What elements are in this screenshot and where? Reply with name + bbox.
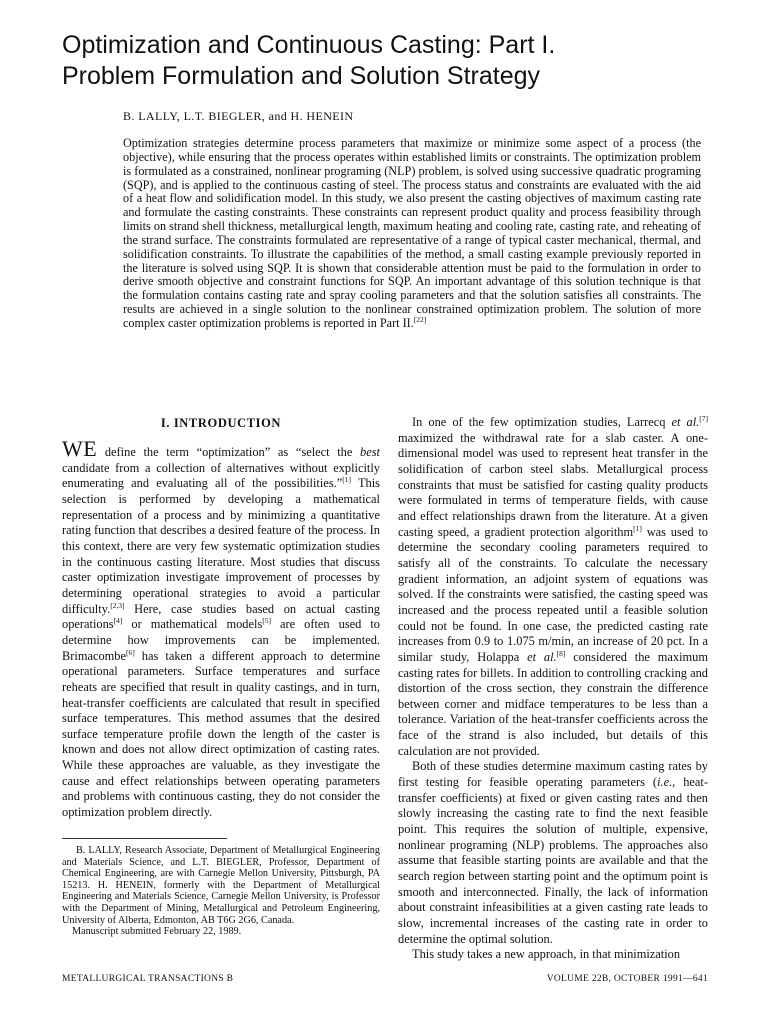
intro-paragraph-2 [398, 415, 708, 759]
section-heading-introduction: I. INTRODUCTION [160, 416, 282, 430]
paper-title [62, 30, 742, 92]
text-run: In one of the few optimization studies, Larrecq [412, 415, 672, 429]
text-run: are often used to determine how improvements can be implemented. Brimacombe [62, 617, 380, 663]
abstract-citation: [22] [413, 314, 427, 324]
left-column [62, 415, 380, 821]
citation: [6] [126, 647, 135, 657]
text-run: Both of these studies determine maximum casting rates by first testing for feasible operating parameters ( [398, 759, 708, 790]
title-line-2: Problem Formulation and Solution Strategy [62, 62, 541, 90]
citation: [4] [113, 616, 123, 626]
volume-page-footer: VOLUME 22B, OCTOBER 1991—641 [546, 974, 708, 984]
abstract-text: Optimization strategies determine process parameters that maximize or minimize some aspect of a process (the objective), while ensuring that the process operates within established limits or constraints. The optimization problem is formulated as a constrained, nonlinear programing (NLP) problem, is solved using successive quadratic programing (SQP), and is applied to the continuous casting of steel. The process status and constraints are evaluated with the aid of a heat flow and solidification model. In this study, we also present the casting objectives of maximum casting rate and formulate the casting constraints. These constraints can represent product quality and process feasibility through limits on strand shell thickness, metallurgical length, maximum heating and cooling rate, casting rate, and reheating of the strand surface. The constraints formulated are representative of a range of typical caster mechanical, thermal, and solidification constraints. To illustrate the capabilities of the method, a small casting example previously reported in the literature is solved using SQP. It is shown that considerable attention must be paid to the formulation in order to derive smooth objective and constraint functions for SQP. An important advantage of this solution technique is that the formulation contains casting rate and spray cooling parameters and that the solution satisfies all constraints. The results are achieved in a single solution to the nonlinear constrained optimization problem. The solution of more complex caster optimization problems is reported in Part II. [123, 136, 701, 330]
text-run: considered the maximum casting rates for billets. In addition to controlling cracking and distortion of the cross section, they constrain the difference between corner and midface temperatures to be less than a tolerance. Variation of the heat-transfer coefficients across the face of the strand is also included, but details of this calculation are not provided. [398, 649, 708, 758]
affiliation-note: B. LALLY, Research Associate, Department of Metallurgical Engineering and Materials Science, and L.T. BIEGLER, Professor, Department of Chemical Engineering, are with Carnegie Mellon University, Pittsburgh, PA 15213. H. HENEIN, formerly with the Department of Metallurgical Engineering and Materials Science, Carnegie Mellon University, is Professor with the Department of Mining, Metallurgical and Petroleum Engineering, University of Alberta, Edmonton, AB T6G 2G6, Canada. [62, 845, 380, 926]
emphasis: et al. [671, 415, 700, 429]
citation: [1] [633, 523, 642, 533]
text-run: candidate from a collection of alternatives without explicitly enumerating and evaluating all of the possibilities.” [62, 460, 380, 491]
text-run: , heat-transfer coefficients) at fixed or given casting rates and then slowly increasing the casting rate to find the next feasible point. This requires the solution of multiple, expensive, nonlinear programing (NLP) problems. The approaches also assume that feasible starting points are available and that the search region between starting point and the optimum point is smooth and interconnected. Finally, the lack of information about constraint infeasibilities at a given casting rate leads to slow, incremental increases of the casting rate in order to determine the optimal solution. [398, 775, 708, 946]
author-list: B. LALLY, L.T. BIEGLER, and H. HENEIN [123, 109, 354, 123]
citation: [5] [262, 616, 272, 626]
emphasis: i.e. [657, 775, 673, 790]
emphasis: best [360, 445, 380, 459]
author-footnote [62, 845, 380, 938]
abstract [123, 137, 701, 331]
text-run: define the term “optimization” as “select the [97, 445, 361, 459]
emphasis: et al. [527, 649, 557, 664]
text-run: or mathematical models [122, 617, 263, 632]
text-run: Here, case studies based on actual casting operations [62, 601, 380, 632]
manuscript-received-note: Manuscript submitted February 22, 1989. [72, 926, 242, 938]
citation: [2,3] [110, 600, 125, 610]
text-run: has taken a different approach to determine operational parameters. Surface temperatures and surface reheats are specified that result in quality castings, and in turn, heat-transfer coefficients are calculated that result in specified surface temperatures. This method assumes that the desired surface temperature profile down the length of the caster is known and does not allow direct optimization of casting rates. While these approaches are valuable, as they investigate the cause and effect relationships between operating parameters and problems with continuous casting, they do not consider the optimization problem directly. [62, 648, 380, 820]
citation: [7] [699, 413, 708, 423]
footnote-divider [62, 838, 227, 839]
intro-paragraph-1 [62, 436, 380, 821]
citation: [1] [342, 475, 351, 485]
intro-paragraph-4: This study takes a new approach, in that minimization [412, 947, 681, 962]
citation: [8] [556, 648, 566, 658]
drop-cap: WE [62, 436, 98, 461]
text-run: was used to determine the secondary cooling parameters required to satisfy all of the constraints. To calculate the necessary gradient information, an adjoint system of equations was solved. If the constraints were satisfied, the casting speed was increased and the process repeated until a feasible solution could not be found. In one case, the predicted casting rate increases from 0.9 to 1.075 m/min, an increase of 20 pct. In a similar study, Holappa [398, 524, 708, 664]
intro-paragraph-3 [398, 759, 708, 947]
title-line-1: Optimization and Continuous Casting: Part I. [62, 31, 556, 59]
right-column [398, 415, 708, 963]
journal-footer: METALLURGICAL TRANSACTIONS B [62, 974, 234, 984]
text-run: This selection is performed by developing a mathematical representation of a process and by minimizing a quantitative rating function that describes a desired feature of the process. In this context, there are very few systematic optimization studies in the continuous casting literature. Most studies that discuss caster optimization investigate improvement of processes by determining operational strategies to avoid a particular difficulty. [62, 476, 380, 616]
text-run: maximized the withdrawal rate for a slab caster. A one-dimensional model was used to represent heat transfer in the solidification of carbon steel slabs. Metallurgical process constraints that must be satisfied for casting quality products were formulated in terms of temperature fields, with cause and effect relationships drawn from the literature. At a given casting speed, a gradient protection algorithm [398, 430, 708, 539]
